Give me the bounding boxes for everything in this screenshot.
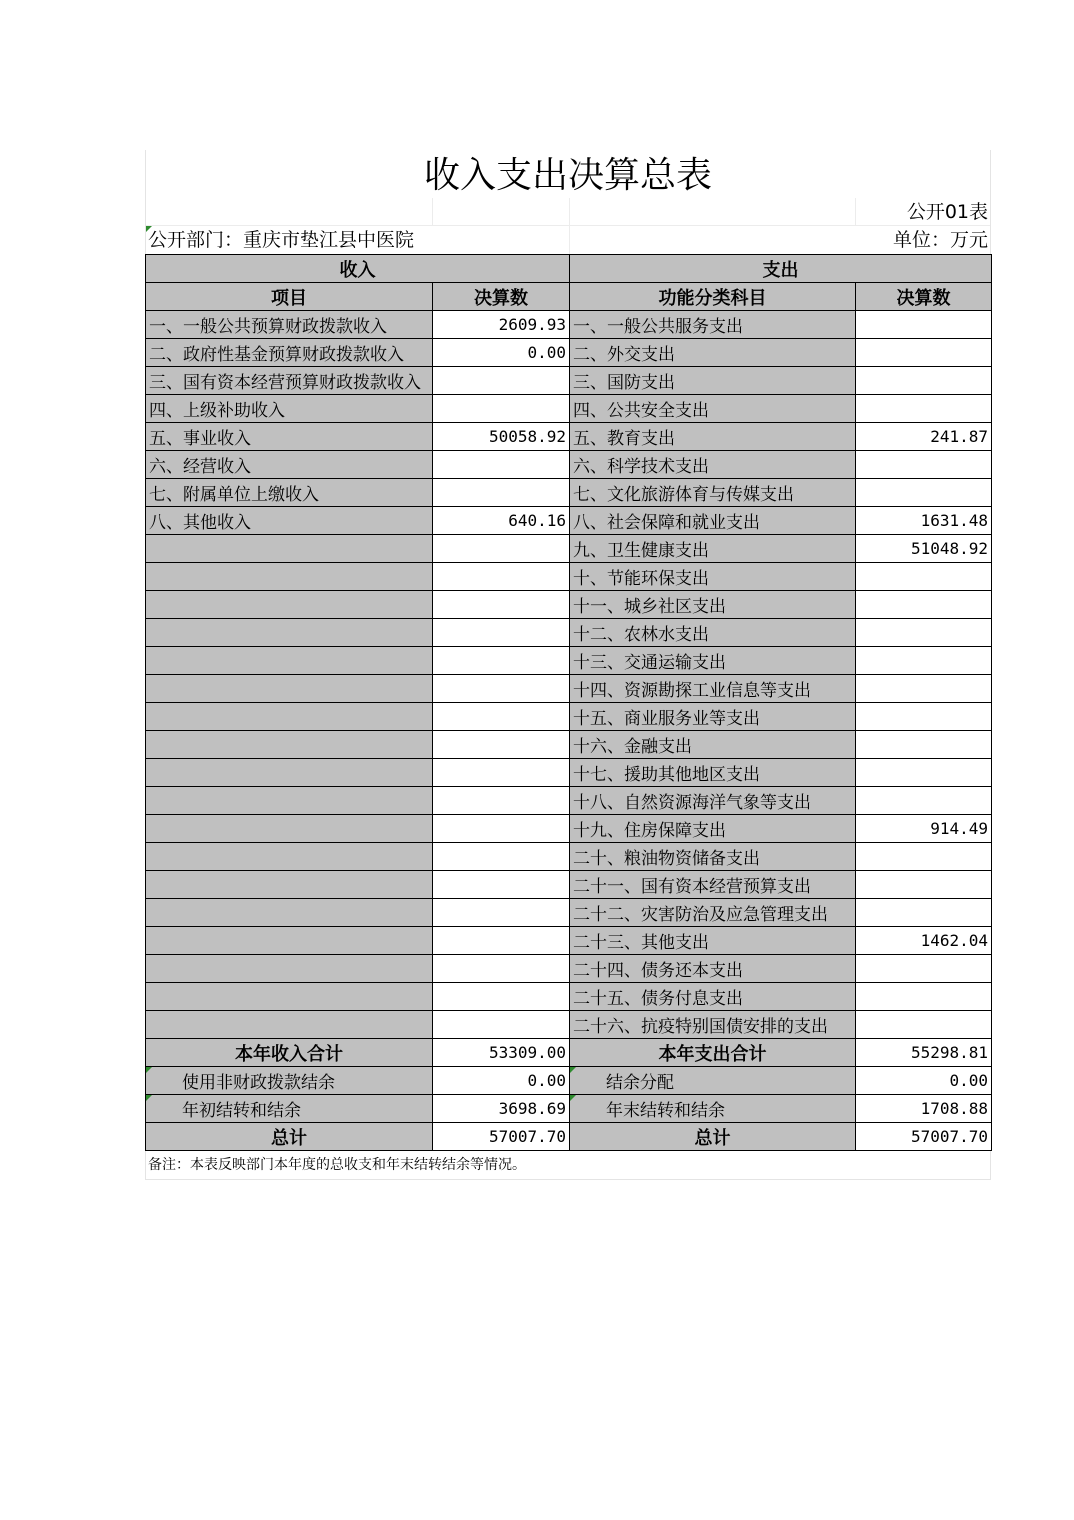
table-row bbox=[146, 339, 992, 367]
expense-item: 三、国防支出 bbox=[570, 367, 856, 395]
expense-item: 二十五、债务付息支出 bbox=[570, 983, 856, 1011]
footnote: 备注：本表反映部门本年度的总收支和年末结转结余等情况。 bbox=[145, 1151, 991, 1180]
expense-amount bbox=[856, 759, 992, 787]
expense-item: 十八、自然资源海洋气象等支出 bbox=[570, 787, 856, 815]
income-item bbox=[146, 815, 433, 843]
expense-item: 六、科学技术支出 bbox=[570, 451, 856, 479]
table-row bbox=[146, 619, 992, 647]
income-amount bbox=[433, 787, 570, 815]
income-amount bbox=[433, 367, 570, 395]
income-amount bbox=[433, 563, 570, 591]
expense-item: 八、社会保障和就业支出 bbox=[570, 507, 856, 535]
expense-amount bbox=[856, 395, 992, 423]
expense-amount bbox=[856, 451, 992, 479]
income-amount bbox=[433, 759, 570, 787]
expense-amount bbox=[856, 339, 992, 367]
income-item bbox=[146, 787, 433, 815]
table-row bbox=[146, 675, 992, 703]
expense-total-label: 本年支出合计 bbox=[570, 1039, 856, 1067]
expense-item: 十九、住房保障支出 bbox=[570, 815, 856, 843]
table-row bbox=[146, 787, 992, 815]
income-item bbox=[146, 759, 433, 787]
carry-out-label: 年末结转和结余 bbox=[570, 1095, 856, 1123]
income-amount bbox=[433, 619, 570, 647]
form-number-row bbox=[145, 198, 991, 226]
form-number: 公开01表 bbox=[906, 201, 988, 223]
income-item bbox=[146, 619, 433, 647]
grand-total-label-right: 总计 bbox=[570, 1123, 856, 1151]
income-item bbox=[146, 983, 433, 1011]
selection-marker bbox=[146, 731, 147, 758]
expense-amount bbox=[856, 899, 992, 927]
expense-amount: 241.87 bbox=[856, 423, 992, 451]
income-item: 六、经营收入 bbox=[146, 451, 433, 479]
item-column-header: 项目 bbox=[146, 283, 433, 311]
table-row bbox=[146, 479, 992, 507]
expense-item: 二十三、其他支出 bbox=[570, 927, 856, 955]
expense-item: 四、公共安全支出 bbox=[570, 395, 856, 423]
expense-amount bbox=[856, 983, 992, 1011]
carryover-row bbox=[146, 1095, 992, 1123]
income-amount: 0.00 bbox=[433, 339, 570, 367]
surplus-distribution-label: 结余分配 bbox=[570, 1067, 856, 1095]
income-item bbox=[146, 535, 433, 563]
total-row bbox=[146, 1039, 992, 1067]
expense-amount bbox=[856, 1011, 992, 1039]
income-amount bbox=[433, 647, 570, 675]
grand-total-value-left: 57007.70 bbox=[433, 1123, 570, 1151]
expense-item: 十四、资源勘探工业信息等支出 bbox=[570, 675, 856, 703]
expense-item: 九、卫生健康支出 bbox=[570, 535, 856, 563]
expense-total-value: 55298.81 bbox=[856, 1039, 992, 1067]
grand-total-value-right: 57007.70 bbox=[856, 1123, 992, 1151]
table-row bbox=[146, 1011, 992, 1039]
report-title: 收入支出决算总表 bbox=[145, 150, 991, 198]
table-row bbox=[146, 395, 992, 423]
expense-amount bbox=[856, 703, 992, 731]
expense-item: 十五、商业服务业等支出 bbox=[570, 703, 856, 731]
table-row bbox=[146, 759, 992, 787]
income-item bbox=[146, 927, 433, 955]
income-amount bbox=[433, 899, 570, 927]
table-row bbox=[146, 311, 992, 339]
income-amount bbox=[433, 591, 570, 619]
income-amount bbox=[433, 983, 570, 1011]
expense-amount bbox=[856, 955, 992, 983]
expense-amount: 51048.92 bbox=[856, 535, 992, 563]
table-row bbox=[146, 815, 992, 843]
expense-amount bbox=[856, 787, 992, 815]
expense-amount bbox=[856, 591, 992, 619]
expense-amount bbox=[856, 871, 992, 899]
balance-row bbox=[146, 1067, 992, 1095]
income-item: 三、国有资本经营预算财政拨款收入 bbox=[146, 367, 433, 395]
table-row bbox=[146, 955, 992, 983]
table-row bbox=[146, 647, 992, 675]
income-amount: 2609.93 bbox=[433, 311, 570, 339]
table-row bbox=[146, 871, 992, 899]
income-total-value: 53309.00 bbox=[433, 1039, 570, 1067]
expense-item: 五、教育支出 bbox=[570, 423, 856, 451]
carry-out-value: 1708.88 bbox=[856, 1095, 992, 1123]
department-label: 公开部门：重庆市垫江县中医院 bbox=[148, 229, 415, 251]
table-row bbox=[146, 507, 992, 535]
expense-amount bbox=[856, 731, 992, 759]
income-amount bbox=[433, 731, 570, 759]
expense-item: 十二、农林水支出 bbox=[570, 619, 856, 647]
table-row bbox=[146, 927, 992, 955]
nonfiscal-balance-label: 使用非财政拨款结余 bbox=[146, 1067, 433, 1095]
expense-item: 十三、交通运输支出 bbox=[570, 647, 856, 675]
income-amount bbox=[433, 451, 570, 479]
surplus-distribution-value: 0.00 bbox=[856, 1067, 992, 1095]
cell-marker-icon bbox=[570, 1067, 576, 1073]
income-amount: 50058.92 bbox=[433, 423, 570, 451]
table-row bbox=[146, 731, 992, 759]
income-amount bbox=[433, 675, 570, 703]
table-row bbox=[146, 591, 992, 619]
expense-item: 一、一般公共服务支出 bbox=[570, 311, 856, 339]
expense-item: 十、节能环保支出 bbox=[570, 563, 856, 591]
income-expense-table bbox=[145, 254, 992, 1151]
expense-amount bbox=[856, 311, 992, 339]
income-amount bbox=[433, 535, 570, 563]
income-item: 五、事业收入 bbox=[146, 423, 433, 451]
cell-marker-icon bbox=[146, 1067, 152, 1073]
expense-amount: 1631.48 bbox=[856, 507, 992, 535]
income-amount bbox=[433, 843, 570, 871]
income-item bbox=[146, 1011, 433, 1039]
expense-item: 二十六、抗疫特别国债安排的支出 bbox=[570, 1011, 856, 1039]
expense-amount bbox=[856, 675, 992, 703]
expense-section-header: 支出 bbox=[570, 255, 992, 283]
expense-amount: 1462.04 bbox=[856, 927, 992, 955]
income-item bbox=[146, 955, 433, 983]
expense-amount bbox=[856, 647, 992, 675]
table-row bbox=[146, 451, 992, 479]
income-amount bbox=[433, 955, 570, 983]
income-amount bbox=[433, 395, 570, 423]
expense-item: 二十二、灾害防治及应急管理支出 bbox=[570, 899, 856, 927]
income-item: 二、政府性基金预算财政拨款收入 bbox=[146, 339, 433, 367]
income-item bbox=[146, 871, 433, 899]
income-item bbox=[146, 703, 433, 731]
income-amount bbox=[433, 703, 570, 731]
income-total-label: 本年收入合计 bbox=[146, 1039, 433, 1067]
table-row bbox=[146, 983, 992, 1011]
carry-in-label: 年初结转和结余 bbox=[146, 1095, 433, 1123]
income-item bbox=[146, 563, 433, 591]
income-amount bbox=[433, 815, 570, 843]
expense-item: 十七、援助其他地区支出 bbox=[570, 759, 856, 787]
income-amount bbox=[433, 927, 570, 955]
expense-item: 七、文化旅游体育与传媒支出 bbox=[570, 479, 856, 507]
income-item: 一、一般公共预算财政拨款收入 bbox=[146, 311, 433, 339]
table-row bbox=[146, 703, 992, 731]
income-section-header: 收入 bbox=[146, 255, 570, 283]
income-item bbox=[146, 591, 433, 619]
expense-item: 二十四、债务还本支出 bbox=[570, 955, 856, 983]
expense-item: 二十、粮油物资储备支出 bbox=[570, 843, 856, 871]
expense-item: 二、外交支出 bbox=[570, 339, 856, 367]
expense-amount bbox=[856, 563, 992, 591]
expense-amount bbox=[856, 479, 992, 507]
expense-item: 十六、金融支出 bbox=[570, 731, 856, 759]
carry-in-value: 3698.69 bbox=[433, 1095, 570, 1123]
income-amount bbox=[433, 479, 570, 507]
unit-label: 单位：万元 bbox=[892, 229, 988, 251]
expense-amount bbox=[856, 619, 992, 647]
cell-marker-icon bbox=[570, 1095, 576, 1101]
table-row bbox=[146, 563, 992, 591]
table-row bbox=[146, 899, 992, 927]
income-item bbox=[146, 675, 433, 703]
table-row bbox=[146, 423, 992, 451]
grand-total-row bbox=[146, 1123, 992, 1151]
table-row bbox=[146, 843, 992, 871]
amount-column-header-2: 决算数 bbox=[856, 283, 992, 311]
income-item bbox=[146, 731, 433, 759]
expense-amount bbox=[856, 367, 992, 395]
income-item bbox=[146, 647, 433, 675]
cell-marker-icon bbox=[146, 1095, 152, 1101]
expense-amount: 914.49 bbox=[856, 815, 992, 843]
nonfiscal-balance-value: 0.00 bbox=[433, 1067, 570, 1095]
income-item: 八、其他收入 bbox=[146, 507, 433, 535]
expense-item: 十一、城乡社区支出 bbox=[570, 591, 856, 619]
income-item bbox=[146, 843, 433, 871]
income-amount bbox=[433, 871, 570, 899]
income-item: 四、上级补助收入 bbox=[146, 395, 433, 423]
income-item bbox=[146, 899, 433, 927]
expense-amount bbox=[856, 843, 992, 871]
amount-column-header: 决算数 bbox=[433, 283, 570, 311]
table-row bbox=[146, 535, 992, 563]
income-item: 七、附属单位上缴收入 bbox=[146, 479, 433, 507]
income-amount: 640.16 bbox=[433, 507, 570, 535]
report-sheet bbox=[145, 150, 991, 1180]
expense-item: 二十一、国有资本经营预算支出 bbox=[570, 871, 856, 899]
department-row bbox=[145, 226, 991, 254]
income-amount bbox=[433, 1011, 570, 1039]
grand-total-label-left: 总计 bbox=[146, 1123, 433, 1151]
category-column-header: 功能分类科目 bbox=[570, 283, 856, 311]
table-row bbox=[146, 367, 992, 395]
